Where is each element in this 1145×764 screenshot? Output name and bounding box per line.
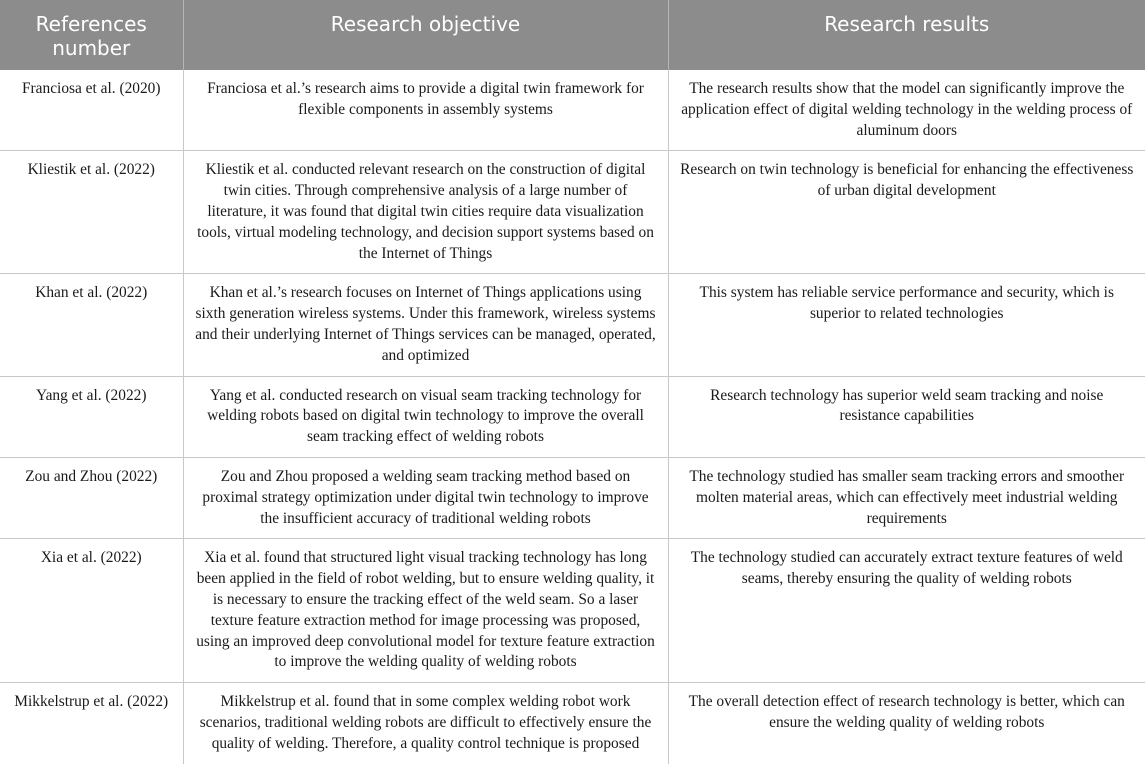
table-row — [0, 70, 1145, 151]
objective-cell: Yang et al. conducted research on visual seam tracking technology for welding robots based on digital twin technology to improve the overall seam tracking effect of welding robots — [183, 376, 668, 457]
reference-cell: Kliestik et al. (2022) — [0, 151, 183, 274]
header-references-number: References number — [0, 0, 183, 70]
objective-cell: Khan et al.’s research focuses on Internet of Things applications using sixth generation wireless systems. Under this framework, wireless systems and their underlying Internet of Things services can be managed, operated, and optimized — [183, 274, 668, 376]
header-row — [0, 0, 1145, 70]
results-cell: The technology studied can accurately extract texture features of weld seams, thereby ensuring the quality of welding robots — [668, 539, 1145, 683]
results-cell: This system has reliable service performance and security, which is superior to related technologies — [668, 274, 1145, 376]
results-cell: The overall detection effect of research technology is better, which can ensure the welding quality of welding robots — [688, 693, 1125, 731]
results-cell: The technology studied has smaller seam tracking errors and smoother molten material areas, which can effectively meet industrial welding requirements — [668, 457, 1145, 538]
header-research-results: Research results — [668, 0, 1145, 70]
table-row — [0, 274, 1145, 376]
objective-cell: Xia et al. found that structured light visual tracking technology has long been applied in the field of robot welding, but to ensure welding quality, it is necessary to ensure the tracking effect of the weld seam. So a laser texture feature extraction method for image processing was proposed, using an improved deep convolutional model for texture feature extraction to improve the welding quality of welding robots — [183, 539, 668, 683]
objective-cell: Kliestik et al. conducted relevant research on the construction of digital twin cities. Through comprehensive analysis of a large number of literature, it was found that digital twin cities require data visualization tools, virtual modeling technology, and decision support systems based on the Internet of Things — [183, 151, 668, 274]
table-row — [0, 457, 1145, 538]
table-row — [0, 683, 1145, 764]
reference-cell: Mikkelstrup et al. (2022) — [0, 683, 183, 764]
header-research-objective: Research objective — [183, 0, 668, 70]
objective-cell: Franciosa et al.’s research aims to provide a digital twin framework for flexible components in assembly systems — [183, 70, 668, 151]
table-row — [0, 376, 1145, 457]
reference-cell: Zou and Zhou (2022) — [0, 457, 183, 538]
results-cell: The research results show that the model can significantly improve the application effect of digital welding technology in the welding process of aluminum doors — [668, 70, 1145, 151]
results-cell: Research on twin technology is beneficial for enhancing the effectiveness of urban digital development — [668, 151, 1145, 274]
results-cell: Research technology has superior weld seam tracking and noise resistance capabilities — [668, 376, 1145, 457]
reference-cell: Xia et al. (2022) — [0, 539, 183, 683]
table-row — [0, 151, 1145, 274]
table-row — [0, 539, 1145, 683]
objective-cell: Zou and Zhou proposed a welding seam tracking method based on proximal strategy optimization under digital twin technology to improve the insufficient accuracy of traditional welding robots — [183, 457, 668, 538]
reference-cell: Franciosa et al. (2020) — [0, 70, 183, 151]
objective-cell: Mikkelstrup et al. found that in some complex welding robot work scenarios, traditional welding robots are difficult to effectively ensure the quality of welding. Therefore, a quality control technique is proposed — [183, 683, 668, 764]
reference-cell: Khan et al. (2022) — [0, 274, 183, 376]
reference-cell: Yang et al. (2022) — [0, 376, 183, 457]
